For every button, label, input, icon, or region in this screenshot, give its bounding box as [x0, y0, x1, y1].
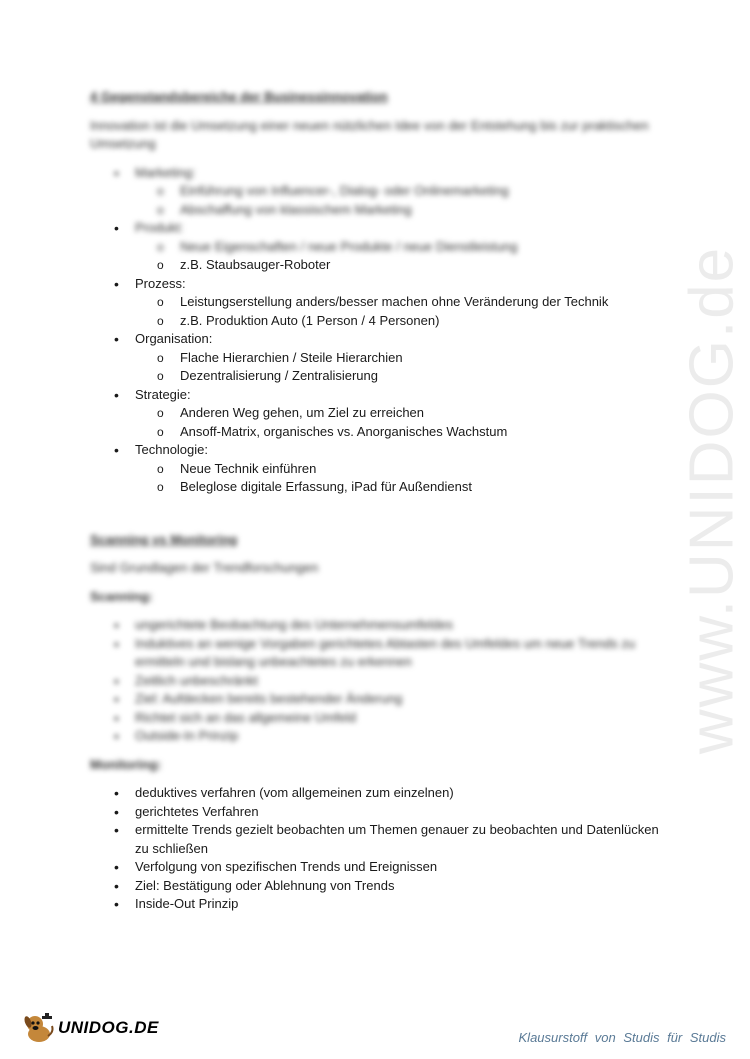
list-item-technologie — [90, 441, 670, 497]
list-item-label: Technologie: — [135, 442, 208, 457]
list-item: • Outside-In Prinzip — [90, 727, 670, 746]
list-item: • Ziel: Bestätigung oder Ablehnung von Trends — [90, 877, 670, 896]
list-item-strategie — [90, 386, 670, 442]
monitoring-title: Monitoring: — [90, 756, 162, 772]
section1-title: 4 Gegenstandsbereiche der Businessinnovation — [90, 89, 388, 104]
section2-title: Scanning vs Monitoring — [90, 531, 238, 547]
section2-intro: Sind Grundlagen der Trendforschungen — [90, 560, 319, 575]
list-item-prozess — [90, 275, 670, 331]
list-item: • deduktives verfahren (vom allgemeinen zum einzelnen) — [90, 784, 670, 803]
list-item-label: Prozess: — [135, 275, 186, 291]
list-item: • Verfolgung von spezifischen Trends und Ereignissen — [90, 858, 670, 877]
list-item: • ermittelte Trends gezielt beobachten um Themen genauer zu beobachten und Datenlücken zu schließen — [90, 821, 670, 858]
sub-item: o Neue Eigenschaften / neue Produkte / neue Dienstleistung — [135, 238, 670, 257]
list-item-produkt — [90, 219, 670, 275]
list-item-label: Organisation: — [135, 331, 213, 346]
list-item: • Induktives an wenige Vorgaben gerichtetes Abtasten des Umfeldes um neue Trends zu ermitteln und bislang unbeachtetes zu erkennen — [90, 635, 670, 672]
sub-item: o Abschaffung von klassischem Marketing — [135, 201, 670, 220]
list-item: • gerichtetes Verfahren — [90, 803, 670, 822]
unidog-logo — [22, 1012, 159, 1044]
scanning-title: Scanning: — [90, 588, 153, 604]
innovation-areas-list — [90, 164, 670, 497]
sub-item: o Anderen Weg gehen, um Ziel zu erreichen — [135, 404, 670, 423]
sub-item: o Leistungserstellung anders/besser machen ohne Veränderung der Technik — [135, 293, 670, 312]
footer-tagline: Klausurstoff von Studis für Studis — [518, 1030, 726, 1045]
section1-intro: Innovation ist die Umsetzung einer neuen nützlichen Idee von der Entstehung bis zur praktischen Umsetzung — [90, 117, 649, 151]
list-item-organisation — [90, 330, 670, 386]
list-item-label: Strategie: — [135, 386, 191, 402]
sub-item: o Neue Technik einführen — [135, 460, 670, 479]
list-item: • Zeitlich unbeschränkt — [90, 672, 670, 691]
sub-item: o z.B. Produktion Auto (1 Person / 4 Personen) — [135, 312, 670, 331]
list-item: • ungerichtete Beobachtung des Unternehmensumfeldes — [90, 616, 670, 635]
list-item-label: Marketing: — [135, 164, 196, 180]
sub-item: o Flache Hierarchien / Steile Hierarchien — [135, 349, 670, 368]
dog-mascot-icon — [22, 1012, 56, 1044]
scanning-list — [90, 616, 670, 746]
logo-text: UNIDOG.DE — [58, 1018, 159, 1037]
list-item: • Ziel: Aufdecken bereits bestehender Änderung — [90, 690, 670, 709]
document-content — [90, 88, 670, 914]
sub-item: o Dezentralisierung / Zentralisierung — [135, 367, 670, 386]
sub-item: o Ansoff-Matrix, organisches vs. Anorganisches Wachstum — [135, 423, 670, 442]
sub-item: o z.B. Staubsauger-Roboter — [135, 256, 670, 275]
list-item: • Inside-Out Prinzip — [90, 895, 670, 914]
watermark: www.UNIDOG.de — [677, 245, 747, 755]
monitoring-list — [90, 784, 670, 914]
list-item-label: Produkt: — [135, 220, 184, 235]
sub-item: o Einführung von Influencer-, Dialog- oder Onlinemarketing — [135, 182, 670, 201]
list-item: • Richtet sich an das allgemeine Umfeld — [90, 709, 670, 728]
list-item-marketing — [90, 164, 670, 220]
sub-item: o Beleglose digitale Erfassung, iPad für Außendienst — [135, 478, 670, 497]
